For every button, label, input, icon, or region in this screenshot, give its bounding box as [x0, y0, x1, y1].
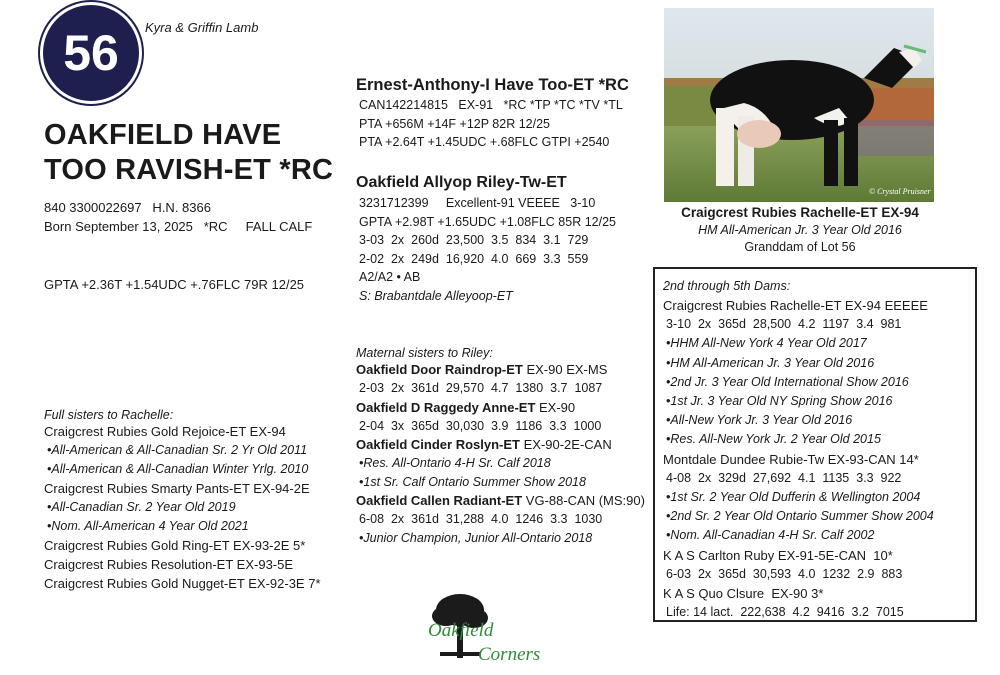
maternal-sisters [356, 346, 651, 547]
pedigree-name: Craigcrest Rubies Smarty Pants-ET EX-94-2E [44, 481, 310, 496]
record-line: Life: 14 lact. 222,638 4.2 9416 3.2 7015 [666, 605, 904, 620]
dam-line: 3-03 2x 260d 23,500 3.5 834 3.1 729 [359, 233, 589, 247]
consignor-name: Kyra & Griffin Lamb [145, 20, 259, 35]
pedigree-name: Craigcrest Rubies Gold Ring-ET EX-93-2E 5* [44, 538, 306, 553]
full-sisters-title: Full sisters to Rachelle: [44, 408, 174, 422]
award-line: •Nom. All-American 4 Year Old 2021 [47, 519, 249, 533]
dams-box [653, 267, 977, 622]
award-line: •All-American & All-Canadian Sr. 2 Yr Old 2011 [47, 443, 308, 457]
record-line: 3-10 2x 365d 28,500 4.2 1197 3.4 981 [666, 317, 902, 332]
animal-name-line2: TOO RAVISH-ET *RC [44, 154, 334, 186]
dam-line: GPTA +2.98T +1.65UDC +1.08FLC 85R 12/25 [359, 214, 616, 229]
cow-image [664, 8, 934, 202]
award-line: •HHM All-New York 4 Year Old 2017 [666, 336, 867, 351]
cow-photo [664, 8, 934, 202]
sister-record: 2-03 2x 361d 29,570 4.7 1380 3.7 1087 [359, 381, 603, 395]
full-sisters [44, 408, 354, 593]
full-sisters-list [44, 422, 354, 593]
award-line: •Res. All-New York Jr. 2 Year Old 2015 [666, 432, 881, 447]
animal-born-line: Born September 13, 2025 *RC FALL CALF [44, 219, 313, 234]
pedigree-name: Craigcrest Rubies Resolution-ET EX-93-5E [44, 557, 294, 572]
pedigree-name: Craigcrest Rubies Gold Rejoice-ET EX-94 [44, 424, 286, 439]
sister-name: Oakfield D Raggedy Anne-ET EX-90 [356, 399, 576, 415]
animal-name [44, 118, 344, 188]
dams-box-title: 2nd through 5th Dams: [663, 279, 791, 293]
animal-name-line1: OAKFIELD HAVE [44, 119, 282, 151]
caption-name: Craigcrest Rubies Rachelle-ET EX-94 [681, 205, 919, 220]
farm-logo [420, 588, 580, 668]
dam-line: 2-02 2x 249d 16,920 4.0 669 3.3 559 [359, 251, 589, 266]
sire-block [356, 74, 656, 152]
sister-name: Oakfield Door Raindrop-ET EX-90 EX-MS [356, 362, 608, 377]
caption-relation: Granddam of Lot 56 [744, 240, 856, 254]
sire-line: PTA +656M +14F +12P 82R 12/25 [359, 116, 550, 131]
animal-gpta-line: GPTA +2.36T +1.54UDC +.76FLC 79R 12/25 [44, 277, 305, 292]
sister-award: •Junior Champion, Junior All-Ontario 2018 [359, 530, 593, 545]
award-line: •1st Sr. 2 Year Old Dufferin & Wellington 2004 [666, 490, 921, 505]
lot-number-badge [40, 2, 142, 104]
sister-name: Oakfield Callen Radiant-ET VG-88-CAN (MS:90) [356, 493, 645, 508]
sister-award: •Res. All-Ontario 4-H Sr. Calf 2018 [359, 456, 551, 470]
dam-line: A2/A2 • AB [359, 270, 421, 284]
photo-caption [640, 204, 960, 256]
sister-name: Oakfield Cinder Roslyn-ET EX-90-2E-CAN [356, 437, 612, 452]
dam-line: 3231712399 Excellent-91 VEEEE 3-10 [359, 196, 596, 210]
dams-list [663, 296, 973, 622]
lot-number: 56 [63, 25, 119, 81]
logo-word2: Corners [478, 644, 541, 665]
award-line: •All-New York Jr. 3 Year Old 2016 [666, 413, 853, 428]
sire-name: Ernest-Anthony-I Have Too-ET *RC [356, 76, 629, 94]
award-line: •2nd Sr. 2 Year Old Ontario Summer Show 2004 [666, 509, 934, 524]
record-line: 6-03 2x 365d 30,593 4.0 1232 2.9 883 [666, 566, 903, 581]
pedigree-name: K A S Carlton Ruby EX-91-5E-CAN 10* [663, 547, 893, 563]
pedigree-name: K A S Quo Clsure EX-90 3* [663, 586, 824, 602]
animal-id-line: 840 3300022697 H.N. 8366 [44, 200, 211, 215]
dam-sire-line: S: Brabantdale Alleyoop-ET [359, 288, 513, 303]
maternal-sisters-title: Maternal sisters to Riley: [356, 346, 493, 360]
caption-award: HM All-American Jr. 3 Year Old 2016 [698, 223, 902, 237]
award-line: •2nd Jr. 3 Year Old International Show 2016 [666, 374, 909, 389]
pedigree-name: Montdale Dundee Rubie-Tw EX-93-CAN 14* [663, 451, 919, 467]
pedigree-name: Craigcrest Rubies Rachelle-ET EX-94 EEEEE [663, 298, 928, 313]
sister-record: 2-04 3x 365d 30,030 3.9 1186 3.3 1000 [359, 418, 602, 433]
sire-line: PTA +2.64T +1.45UDC +.68FLC GTPI +2540 [359, 135, 610, 149]
photo-watermark: © Crystal Pruisner [869, 187, 931, 196]
award-line: •All-Canadian Sr. 2 Year Old 2019 [47, 500, 236, 514]
award-line: •HM All-American Jr. 3 Year Old 2016 [666, 355, 875, 370]
sister-record: 6-08 2x 361d 31,288 4.0 1246 3.3 1030 [359, 512, 603, 526]
logo-word1: Oakfield [428, 620, 494, 641]
award-line: •Nom. All-Canadian 4-H Sr. Calf 2002 [666, 528, 875, 543]
tree-logo-icon [420, 588, 580, 668]
dam-name: Oakfield Allyop Riley-Tw-ET [356, 174, 567, 191]
award-line: •All-American & All-Canadian Winter Yrlg. 2010 [47, 462, 309, 476]
record-line: 4-08 2x 329d 27,692 4.1 1135 3.3 922 [666, 470, 902, 485]
award-line: •1st Jr. 3 Year Old NY Spring Show 2016 [666, 394, 893, 409]
dam-block [356, 172, 656, 305]
pedigree-name: Craigcrest Rubies Gold Nugget-ET EX-92-3E 7* [44, 576, 321, 591]
sister-award: •1st Sr. Calf Ontario Summer Show 2018 [359, 474, 586, 489]
sire-line: CAN142214815 EX-91 *RC *TP *TC *TV *TL [359, 98, 623, 112]
